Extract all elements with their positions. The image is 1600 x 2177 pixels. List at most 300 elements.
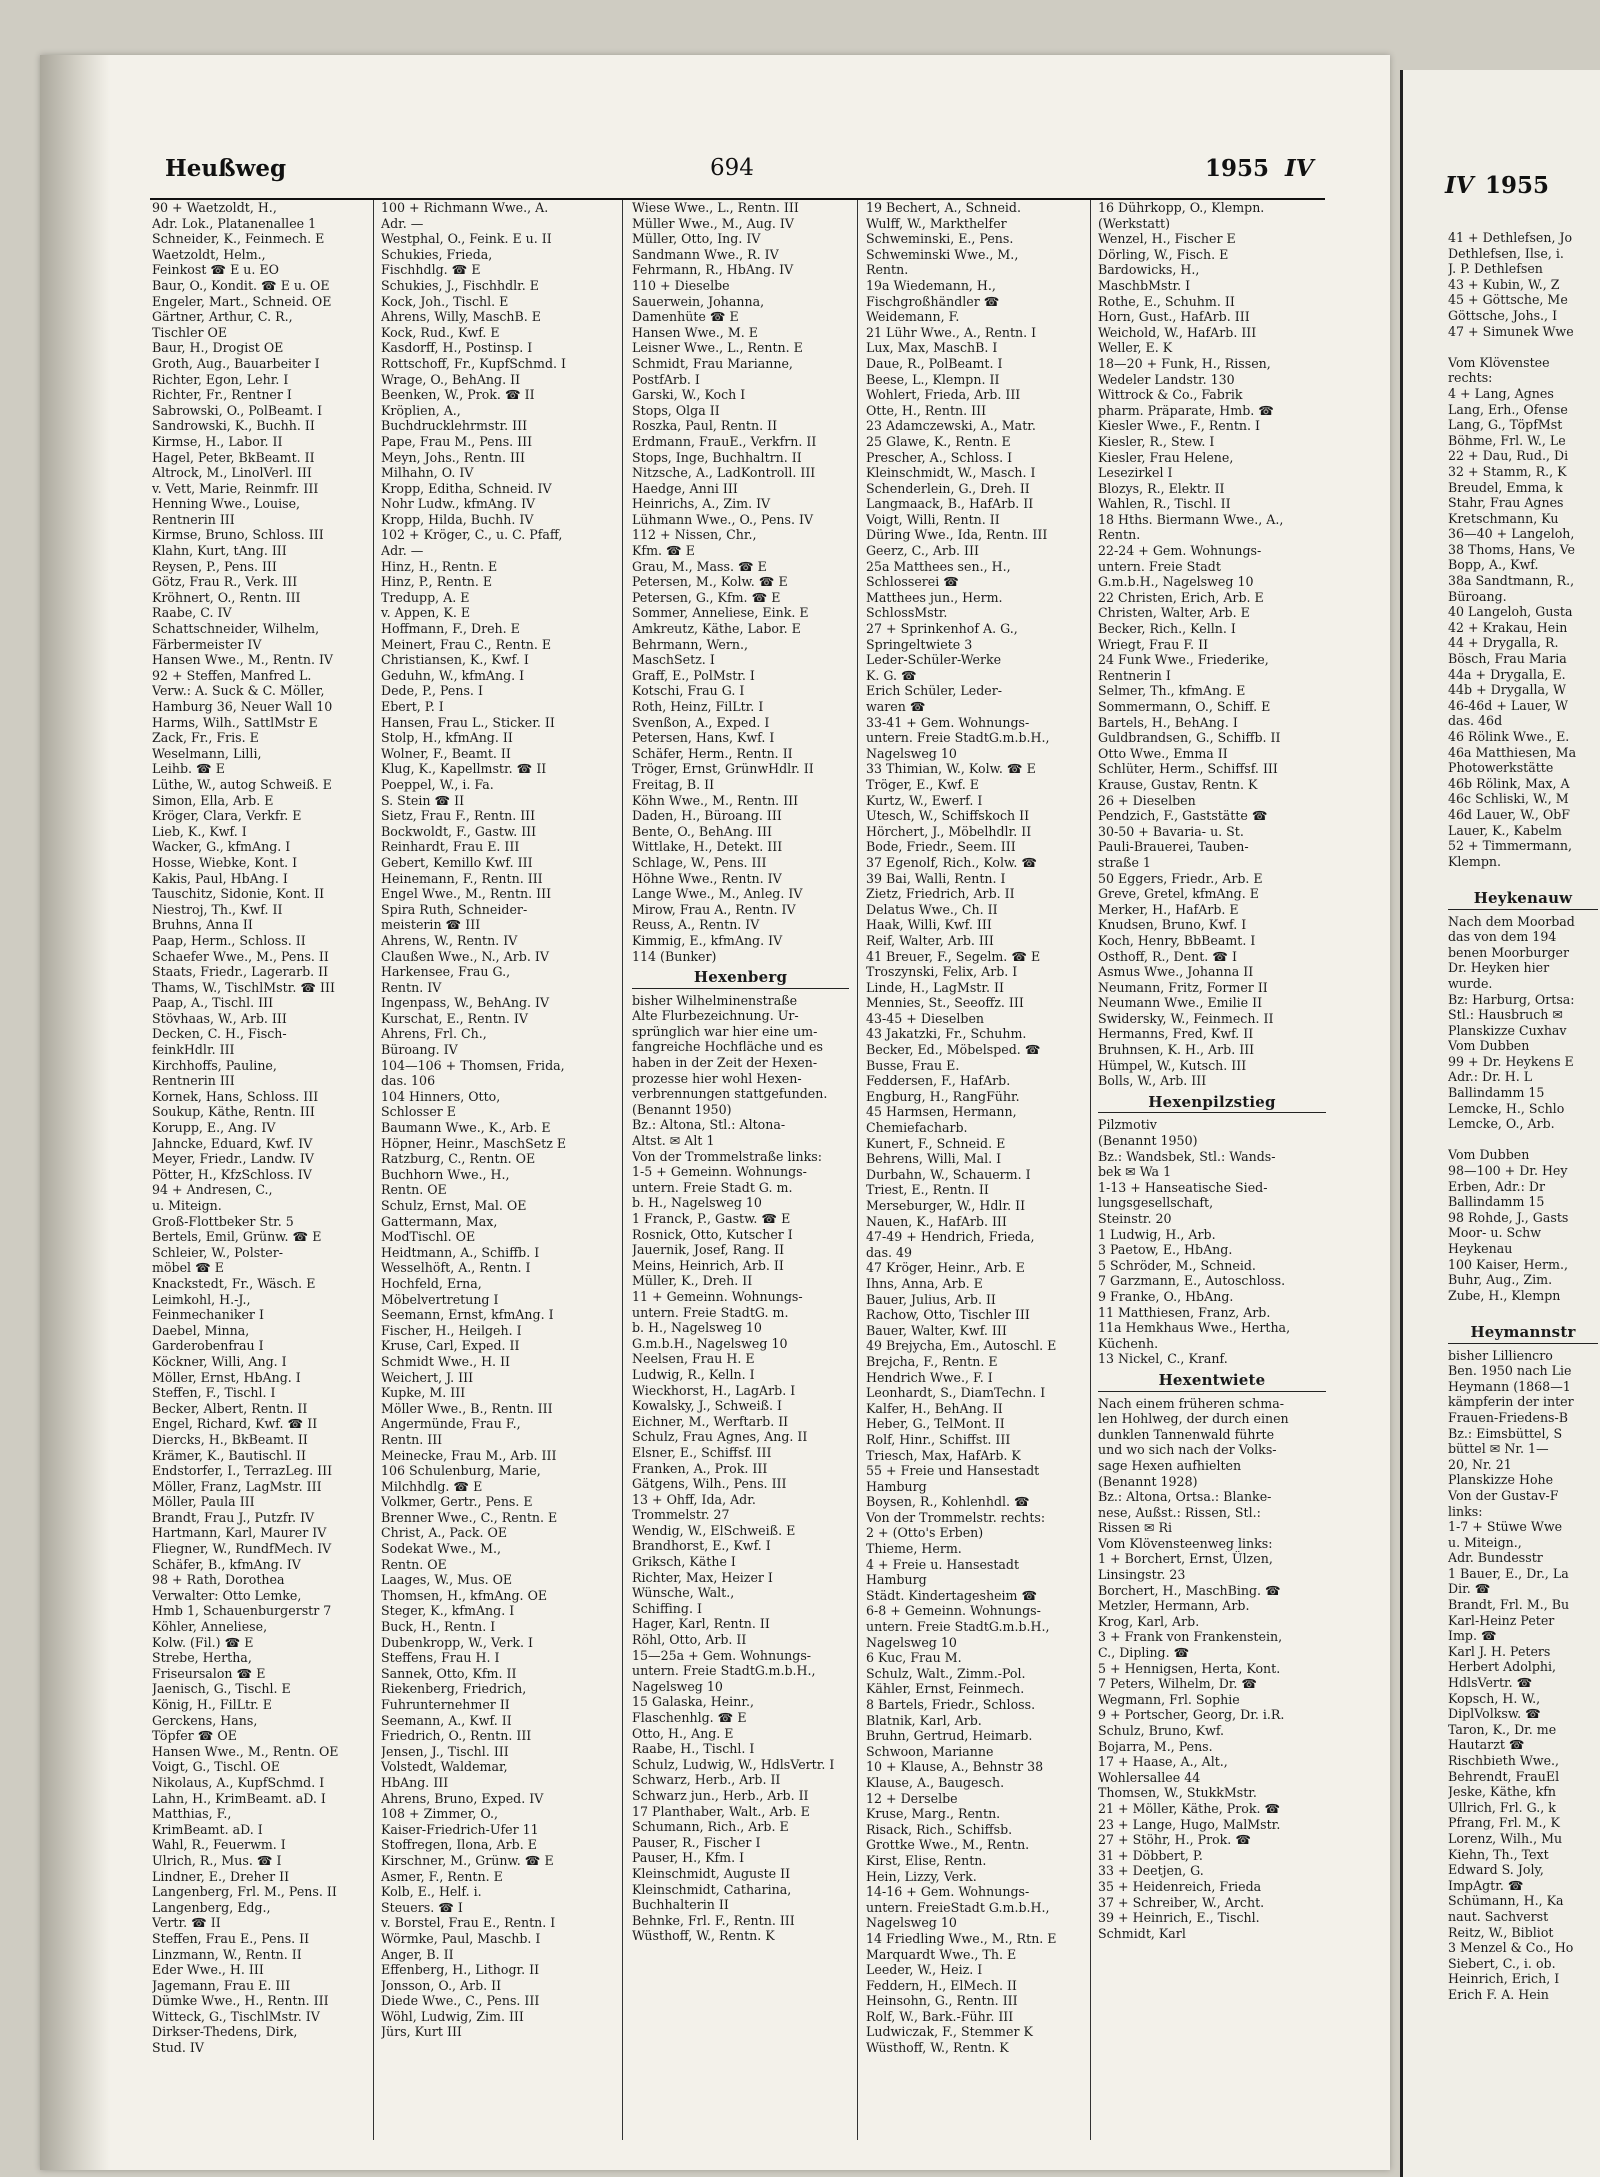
directory-entry: 22 + Dau, Rud., Di — [1448, 448, 1569, 464]
directory-entry: 18—20 + Funk, H., Rissen, — [1098, 355, 1271, 371]
directory-entry: feinkHdlr. III — [152, 1042, 235, 1058]
directory-entry: Meins, Heinrich, Arb. II — [632, 1257, 784, 1273]
directory-entry: 42 + Krakau, Hein — [1448, 619, 1568, 635]
directory-entry: Geduhn, W., kfmAng. I — [381, 667, 525, 683]
directory-entry: KrimBeamt. aD. I — [152, 1821, 263, 1837]
directory-entry: Heidtmann, A., Schiffb. I — [381, 1244, 540, 1260]
directory-entry: 45 Harmsen, Hermann, — [866, 1104, 1017, 1120]
directory-entry: Kalfer, H., BehAng. II — [866, 1400, 1003, 1416]
directory-entry: büttel ✉ Nr. 1— — [1448, 1441, 1549, 1457]
directory-entry: 1 Franck, P., Gastw. ☎ E — [632, 1211, 791, 1226]
directory-entry: Triesch, Max, HafArb. K — [866, 1447, 1021, 1463]
directory-entry: Kasdorff, H., Postinsp. I — [381, 340, 533, 356]
directory-entry: 46d Lauer, W., ObF — [1448, 806, 1571, 822]
directory-entry: 13 + Ohff, Ida, Adr. — [632, 1491, 756, 1507]
directory-entry: Jaenisch, G., Tischl. E — [152, 1681, 291, 1697]
directory-entry: Merseburger, W., Hdlr. II — [866, 1198, 1026, 1213]
directory-entry: 30-50 + Bavaria- u. St. — [1098, 823, 1244, 839]
directory-entry: Rottschoff, Fr., KupfSchmd. I — [381, 355, 567, 371]
directory-entry: Gätgens, Wilh., Pens. III — [632, 1476, 787, 1492]
directory-entry: Jonsson, O., Arb. II — [381, 1977, 502, 1993]
directory-entry: Haak, Willi, Kwf. III — [866, 917, 992, 933]
directory-entry: 1-7 + Stüwe Wwe — [1448, 1519, 1563, 1535]
directory-entry: Stolp, H., kfmAng. II — [381, 730, 513, 746]
directory-entry: Färbermeister IV — [152, 636, 262, 652]
directory-entry: 41 + Dethlefsen, Jo — [1448, 230, 1573, 245]
directory-entry: Zube, H., Klempn — [1448, 1287, 1561, 1303]
directory-entry: Wenzel, H., Fischer E — [1098, 231, 1236, 247]
directory-entry: 49 Brejycha, Em., Autoschl. E — [866, 1338, 1057, 1354]
directory-entry: Von der Trommelstr. rechts: — [866, 1509, 1046, 1525]
directory-entry: Zack, Fr., Fris. E — [152, 730, 259, 746]
directory-entry: Hosse, Wiebke, Kont. I — [152, 854, 298, 870]
directory-entry: Brandt, Frl. M., Bu — [1448, 1597, 1570, 1613]
directory-entry — [1448, 1132, 1598, 1148]
directory-entry: Reysen, P., Pens. III — [152, 558, 277, 574]
directory-entry: Hamburg 36, Neuer Wall 10 — [152, 699, 333, 714]
directory-entry: PostfArb. I — [632, 371, 700, 387]
directory-entry: Laages, W., Mus. OE — [381, 1572, 513, 1588]
directory-entry: Becker, Ed., Möbelsped. ☎ — [866, 1042, 1041, 1058]
directory-entry: Zietz, Friedrich, Arb. II — [866, 886, 1015, 902]
directory-column-3 — [632, 200, 849, 2140]
directory-entry: Lemcke, H., Schlo — [1448, 1100, 1565, 1116]
directory-entry: 39 + Heinrich, E., Tischl. — [1098, 1910, 1260, 1926]
directory-entry: Korupp, E., Ang. IV — [152, 1120, 276, 1136]
directory-entry: Hager, Karl, Rentn. II — [632, 1616, 770, 1632]
directory-entry: Voigt, Willi, Rentn. II — [866, 511, 1000, 527]
directory-entry: Matthees jun., Herm. — [866, 589, 1003, 605]
directory-entry: Heinrichs, A., Zim. IV — [632, 496, 771, 512]
directory-entry: 1-5 + Gemeinn. Wohnungs- — [632, 1164, 807, 1180]
directory-entry: Kowalsky, J., Schweiß. I — [632, 1398, 783, 1414]
directory-entry: Müller, Otto, Ing. IV — [632, 231, 761, 247]
directory-entry: Schlosser E — [381, 1104, 456, 1120]
directory-entry: Grau, M., Mass. ☎ E — [632, 558, 767, 574]
directory-entry: Leisner Wwe., L., Rentn. E — [632, 340, 803, 356]
directory-entry: straße 1 — [1098, 854, 1151, 870]
directory-entry: Wittlake, H., Detekt. III — [632, 839, 783, 855]
directory-entry: Graff, E., PolMstr. I — [632, 667, 755, 683]
directory-entry: Gärtner, Arthur, C. R., — [152, 309, 293, 325]
directory-entry: Heykenau — [1448, 1241, 1513, 1256]
directory-entry: Dr. Heyken hier — [1448, 960, 1550, 976]
directory-entry: Linde, H., LagMstr. II — [866, 979, 1004, 995]
directory-entry: Köhler, Anneliese, — [152, 1619, 268, 1635]
directory-entry: Dörling, W., Fisch. E — [1098, 246, 1229, 262]
facing-page-volume: IV — [1445, 172, 1474, 199]
directory-entry: Jürs, Kurt III — [381, 2024, 462, 2040]
directory-entry: Pötter, H., KfzSchloss. IV — [152, 1166, 312, 1182]
directory-entry: Wöhl, Ludwig, Zim. III — [381, 2008, 524, 2024]
directory-entry: 9 Franke, O., HbAng. — [1098, 1288, 1234, 1304]
directory-entry: Dethlefsen, Ilse, i. — [1448, 245, 1564, 261]
directory-entry: Kirst, Elise, Rentn. — [866, 1852, 987, 1868]
directory-entry: Altrock, M., LinolVerl. III — [152, 465, 312, 481]
directory-entry: Sandmann Wwe., R. IV — [632, 246, 779, 262]
directory-entry: 43 + Kubin, W., Z — [1448, 276, 1560, 292]
directory-entry: Linsingstr. 23 — [1098, 1567, 1186, 1583]
directory-entry: und wo sich nach der Volks- — [1098, 1442, 1277, 1458]
directory-entry: Asmus Wwe., Johanna II — [1098, 964, 1254, 980]
directory-entry: Hochfeld, Erna, — [381, 1275, 482, 1291]
directory-entry: Verwalter: Otto Lemke, — [152, 1587, 302, 1603]
directory-entry: Kruse, Carl, Exped. II — [381, 1338, 520, 1354]
directory-entry: Schattschneider, Wilhelm, — [152, 621, 320, 637]
directory-entry: Leihb. ☎ E — [152, 761, 225, 777]
directory-entry: Schwarz jun., Herb., Arb. II — [632, 1787, 809, 1803]
directory-entry: Otte, H., Rentn. III — [866, 402, 987, 418]
directory-entry: 100 Kaiser, Herm., — [1448, 1256, 1568, 1272]
directory-entry: Erben, Adr.: Dr — [1448, 1178, 1546, 1194]
directory-entry: Schumann, Rich., Arb. E — [632, 1819, 789, 1835]
directory-entry: Blozys, R., Elektr. II — [1098, 480, 1225, 496]
directory-entry: Petersen, Hans, Kwf. I — [632, 730, 775, 746]
directory-entry: 45 + Göttsche, Me — [1448, 292, 1568, 308]
directory-entry: Stud. IV — [152, 2040, 204, 2056]
directory-entry: Kruse, Marg., Rentn. — [866, 1806, 1001, 1822]
directory-entry: u. Miteign. — [152, 1198, 222, 1213]
directory-entry: Tröger, E., Kwf. E — [866, 776, 979, 792]
directory-entry: 11a Hemkhaus Wwe., Hertha, — [1098, 1320, 1291, 1336]
directory-entry: Linzmann, W., Rentn. II — [152, 1946, 302, 1962]
directory-entry: Ludwiczak, F., Stemmer K — [866, 2024, 1033, 2040]
directory-entry: Schwarz, Herb., Arb. II — [632, 1772, 781, 1788]
directory-entry: Hinz, P., Rentn. E — [381, 574, 493, 590]
directory-entry: Ahrens, Frl. Ch., — [381, 1026, 487, 1042]
directory-entry: (Benannt 1928) — [1098, 1473, 1198, 1489]
directory-entry: Leimkohl, H.-J., — [152, 1291, 251, 1307]
directory-entry: Ihns, Anna, Arb. E — [866, 1275, 983, 1291]
directory-entry: Schulz, Walt., Zimm.-Pol. — [866, 1665, 1026, 1681]
directory-entry: Geerz, C., Arb. III — [866, 543, 979, 559]
directory-entry: 36—40 + Langeloh, — [1448, 526, 1575, 542]
directory-entry: Erdmann, FrauE., Verkfrn. II — [632, 433, 817, 449]
directory-entry: Reinhardt, Frau E. III — [381, 839, 520, 855]
directory-entry: 3 Paetow, E., HbAng. — [1098, 1242, 1233, 1258]
directory-entry: Hamburg — [866, 1572, 927, 1588]
directory-entry: Friedrich, O., Rentn. III — [381, 1728, 532, 1744]
directory-entry: HdlsVertr. ☎ — [1448, 1675, 1533, 1691]
directory-entry: (Benannt 1950) — [1098, 1133, 1198, 1149]
directory-entry: Kornek, Hans, Schloss. III — [152, 1088, 319, 1104]
directory-entry: Tredupp, A. E — [381, 589, 470, 605]
directory-entry: v. Vett, Marie, Reinmfr. III — [152, 480, 319, 496]
directory-entry: Koch, Henry, BbBeamt. I — [1098, 932, 1256, 948]
directory-entry: Kirmse, Bruno, Schloss. III — [152, 527, 324, 543]
directory-entry: Rentn. OE — [381, 1556, 447, 1572]
directory-entry: 47 Kröger, Heinr., Arb. E — [866, 1260, 1025, 1276]
directory-entry: Gattermann, Max, — [381, 1213, 498, 1229]
directory-entry: Möller, Paula III — [152, 1494, 255, 1510]
directory-entry: 99 + Dr. Heykens E — [1448, 1053, 1574, 1069]
directory-entry: Adr. Bundesstr — [1448, 1550, 1543, 1566]
directory-entry: 24 Funk Wwe., Friederike, — [1098, 652, 1269, 668]
directory-entry: Dir. ☎ — [1448, 1581, 1491, 1597]
directory-entry: Dede, P., Pens. I — [381, 683, 483, 699]
directory-entry: naut. Sachverst — [1448, 1908, 1549, 1924]
directory-entry: Kleinschmidt, Auguste II — [632, 1865, 791, 1881]
column-divider — [1090, 200, 1091, 2140]
directory-entry: sage Hexen aufhielten — [1098, 1457, 1242, 1473]
street-heading: Heymannstr — [1448, 1325, 1598, 1344]
directory-entry: Christen, Walter, Arb. E — [1098, 605, 1250, 621]
directory-entry: DiplVolksw. ☎ — [1448, 1706, 1541, 1722]
directory-entry: Groß-Flottbeker Str. 5 — [152, 1213, 294, 1229]
directory-entry: Breudel, Emma, k — [1448, 479, 1563, 495]
directory-entry: untern. Freie StadtG. m. — [632, 1304, 789, 1320]
directory-entry: das. 49 — [866, 1244, 913, 1260]
directory-entry: untern. Freie StadtG.m.b.H., — [866, 730, 1050, 746]
directory-entry: Vom Klövensteenweg links: — [1098, 1535, 1273, 1551]
directory-entry: Friseursalon ☎ E — [152, 1665, 266, 1681]
directory-entry: Steinstr. 20 — [1098, 1211, 1172, 1226]
directory-entry: 25a Matthees sen., H., — [866, 558, 1011, 574]
directory-entry: Bartels, H., BehAng. I — [1098, 714, 1238, 730]
directory-entry: Nikolaus, A., KupfSchmd. I — [152, 1774, 325, 1790]
directory-entry: Thams, W., TischlMstr. ☎ III — [152, 979, 335, 995]
directory-entry: Müller Wwe., M., Aug. IV — [632, 215, 794, 231]
directory-entry: Bopp, A., Kwf. — [1448, 557, 1539, 573]
directory-entry: Hansen Wwe., M., Rentn. IV — [152, 652, 334, 668]
directory-entry: 6 Kuc, Frau M. — [866, 1650, 962, 1666]
directory-entry: das von dem 194 — [1448, 929, 1557, 945]
directory-entry: Kröger, Clara, Verkfr. E — [152, 808, 302, 824]
directory-entry: 32 + Stamm, R., K — [1448, 463, 1567, 479]
directory-entry: Kirmse, H., Labor. II — [152, 433, 283, 449]
directory-entry: Weller, E. K — [1098, 340, 1173, 356]
directory-entry: Sommermann, O., Schiff. E — [1098, 699, 1271, 714]
directory-entry: G.m.b.H., Nagelsweg 10 — [632, 1335, 788, 1351]
directory-entry: 19a Wiedemann, H., — [866, 277, 996, 293]
directory-entry: Tischler OE — [152, 324, 228, 340]
directory-entry: Köhn Wwe., M., Rentn. III — [632, 792, 799, 808]
directory-entry: 39 Bai, Walli, Rentn. I — [866, 870, 1006, 886]
directory-entry: Schaefer Wwe., M., Pens. II — [152, 948, 329, 964]
directory-entry: 46-46d + Lauer, W — [1448, 697, 1568, 713]
directory-entry: 98—100 + Dr. Hey — [1448, 1163, 1568, 1179]
directory-entry: 11 Matthiesen, Franz, Arb. — [1098, 1304, 1271, 1320]
directory-entry: Adr.: Dr. H. L — [1448, 1069, 1533, 1085]
directory-entry: Bode, Friedr., Seem. III — [866, 839, 1016, 855]
directory-entry: Voigt, G., Tischl. OE — [152, 1759, 280, 1775]
directory-entry: Kröhnert, O., Rentn. III — [152, 589, 301, 605]
directory-entry: bisher Wilhelminenstraße — [632, 992, 798, 1008]
directory-entry — [1448, 339, 1598, 355]
directory-entry: Hendrich Wwe., F. I — [866, 1369, 993, 1385]
directory-entry: 100 + Richmann Wwe., A. — [381, 200, 549, 215]
directory-entry: Effenberg, H., Lithogr. II — [381, 1962, 540, 1978]
directory-entry: Sommer, Anneliese, Eink. E — [632, 605, 809, 621]
directory-entry: Wörmke, Paul, Maschb. I — [381, 1930, 541, 1946]
directory-entry: Bolls, W., Arb. III — [1098, 1073, 1207, 1089]
heading-rule — [1098, 1391, 1326, 1392]
directory-entry: Schlosserei ☎ — [866, 574, 959, 590]
directory-entry: Kurschat, E., Rentn. IV — [381, 1010, 528, 1026]
directory-entry: 14 Friedling Wwe., M., Rtn. E — [866, 1930, 1057, 1946]
directory-entry: 14-16 + Gem. Wohnungs- — [866, 1884, 1030, 1900]
directory-entry: Osthoff, R., Dent. ☎ I — [1098, 948, 1237, 964]
directory-entry: Claußen Wwe., N., Arb. IV — [381, 948, 549, 964]
directory-entry: Hagel, Peter, BkBeamt. II — [152, 449, 315, 465]
directory-entry: Feddersen, F., HafArb. — [866, 1073, 1011, 1089]
directory-entry: Steffen, F., Tischl. I — [152, 1385, 276, 1401]
directory-entry: Paap, Herm., Schloss. II — [152, 932, 306, 948]
directory-entry: Rentnerin III — [152, 1073, 235, 1089]
directory-entry: 8 Bartels, Friedr., Schloss. — [866, 1697, 1036, 1712]
directory-entry: Bertels, Emil, Grünw. ☎ E — [152, 1229, 322, 1245]
directory-entry: Lange Wwe., M., Anleg. IV — [632, 886, 803, 902]
directory-entry: 110 + Dieselbe — [632, 277, 730, 293]
directory-entry: Amkreutz, Käthe, Labor. E — [632, 621, 801, 637]
directory-entry: Triest, E., Rentn. II — [866, 1182, 989, 1198]
directory-entry: Stoffregen, Ilona, Arb. E — [381, 1837, 537, 1853]
directory-entry: Schulz, Frau Agnes, Ang. II — [632, 1429, 808, 1445]
directory-entry: Städt. Kindertagesheim ☎ — [866, 1587, 1038, 1603]
directory-entry: Möller, Ernst, HbAng. I — [152, 1369, 301, 1385]
directory-entry: Knudsen, Bruno, Kwf. I — [1098, 917, 1247, 933]
directory-entry: Schäfer, B., kfmAng. IV — [152, 1556, 301, 1572]
directory-entry: Richter, Max, Heizer I — [632, 1569, 773, 1585]
directory-entry: Bruhns, Anna II — [152, 917, 253, 933]
directory-entry: Rentnerin I — [1098, 667, 1171, 683]
directory-entry: Photowerkstätte — [1448, 760, 1554, 776]
directory-entry: Kimmig, E., kfmAng. IV — [632, 932, 783, 948]
directory-entry: Brejcha, F., Rentn. E — [866, 1353, 998, 1369]
directory-entry: Schweminski, E., Pens. — [866, 231, 1014, 247]
directory-entry: Planskizze Cuxhav — [1448, 1022, 1567, 1038]
directory-entry: Wriegt, Frau F. II — [1098, 636, 1209, 652]
directory-entry: Kunert, F., Schneid. E — [866, 1135, 1006, 1151]
directory-entry: Bente, O., BehAng. III — [632, 823, 772, 839]
directory-entry: Garderobenfrau I — [152, 1338, 264, 1354]
directory-entry: 2 + (Otto's Erben) — [866, 1525, 984, 1541]
directory-entry: 47-49 + Hendrich, Frieda, — [866, 1229, 1035, 1245]
directory-entry: Buchhorn Wwe., H., — [381, 1166, 510, 1182]
directory-entry: Wüsthoff, W., Rentn. K — [866, 2040, 1009, 2056]
directory-entry: Nauen, K., HafArb. III — [866, 1213, 1007, 1229]
directory-entry: Wiese Wwe., L., Rentn. III — [632, 200, 799, 215]
directory-entry: Wünsche, Walt., — [632, 1585, 735, 1601]
directory-entry: Höpner, Heinr., MaschSetz E — [381, 1135, 567, 1151]
directory-entry: 31 + Döbbert, P. — [1098, 1847, 1203, 1863]
directory-entry: Kock, Rud., Kwf. E — [381, 324, 500, 340]
directory-entry: kämpferin der inter — [1448, 1394, 1574, 1410]
directory-entry: Büroang. — [1448, 588, 1507, 604]
directory-entry: 25 Glawe, K., Rentn. E — [866, 433, 1011, 449]
directory-entry: G.m.b.H., Nagelsweg 10 — [1098, 574, 1254, 590]
directory-entry: Risack, Rich., Schiffsb. — [866, 1821, 1013, 1837]
street-heading: Hexentwiete — [1098, 1373, 1326, 1392]
directory-entry: Haedge, Anni III — [632, 480, 738, 496]
directory-entry: Soukup, Käthe, Rentn. III — [152, 1104, 315, 1120]
directory-entry: 1 + Borchert, Ernst, Ülzen, — [1098, 1551, 1273, 1567]
directory-entry: Vertr. ☎ II — [152, 1915, 221, 1931]
directory-entry: 98 Rohde, J., Gasts — [1448, 1209, 1569, 1225]
directory-entry: Pauli-Brauerei, Tauben- — [1098, 839, 1249, 855]
directory-entry: 46b Rölink, Max, A — [1448, 775, 1570, 791]
directory-entry: Stl.: Hausbruch ✉ — [1448, 1007, 1563, 1023]
directory-entry: Elsner, E., Schiffsf. III — [632, 1444, 772, 1460]
directory-entry: Schenderlein, G., Dreh. II — [866, 480, 1030, 496]
directory-entry: S. Stein ☎ II — [381, 792, 465, 808]
directory-entry: Schulz, Ludwig, W., HdlsVertr. I — [632, 1756, 835, 1772]
heading-rule — [1448, 909, 1598, 910]
directory-entry: Schulz, Ernst, Mal. OE — [381, 1198, 527, 1213]
directory-entry: 15 Galaska, Heinr., — [632, 1694, 754, 1710]
directory-entry: Riekenberg, Friedrich, — [381, 1681, 527, 1697]
directory-entry: Svenßon, A., Exped. I — [632, 714, 770, 730]
directory-entry: Prescher, A., Schloss. I — [866, 449, 1013, 465]
directory-entry: Wittrock & Co., Fabrik — [1098, 387, 1243, 403]
directory-entry: Poeppel, W., i. Fa. — [381, 776, 494, 792]
directory-entry: Stops, Olga II — [632, 402, 720, 418]
directory-entry: J. P. Dethlefsen — [1448, 261, 1543, 277]
directory-entry: Kopsch, H. W., — [1448, 1690, 1541, 1706]
directory-entry: Lüthe, W., autog Schweiß. E — [152, 776, 332, 792]
directory-entry: untern. FreieStadt G.m.b.H., — [866, 1899, 1050, 1915]
directory-entry: Heymann (1868—1 — [1448, 1378, 1571, 1394]
directory-entry: 44 + Drygalla, R. — [1448, 635, 1559, 651]
directory-entry: Pauser, R., Fischer I — [632, 1834, 761, 1850]
directory-entry: Fehrmann, R., HbAng. IV — [632, 262, 794, 278]
directory-entry: Adr. — — [381, 215, 424, 231]
directory-entry: Volstedt, Waldemar, — [381, 1759, 508, 1775]
directory-entry: Ingenpass, W., BehAng. IV — [381, 995, 550, 1011]
directory-entry: Kiesler Wwe., F., Rentn. I — [1098, 418, 1261, 434]
directory-entry: Vom Dubben — [1448, 1147, 1530, 1163]
directory-entry: Ben. 1950 nach Lie — [1448, 1363, 1572, 1379]
directory-entry: Sodekat Wwe., M., — [381, 1541, 502, 1557]
directory-entry — [1448, 1303, 1598, 1319]
directory-entry: Engel, Richard, Kwf. ☎ II — [152, 1416, 318, 1432]
directory-entry: Kolb, E., Helf. i. — [381, 1884, 482, 1900]
directory-entry: 1 Ludwig, H., Arb. — [1098, 1226, 1216, 1242]
directory-entry: Büroang. IV — [381, 1042, 458, 1058]
directory-entry: 1 Bauer, E., Dr., La — [1448, 1565, 1569, 1581]
directory-entry: Nohr Ludw., kfmAng. IV — [381, 496, 536, 512]
directory-entry: 16 Dührkopp, O., Klempn. — [1098, 200, 1265, 215]
directory-entry: Behrendt, FrauEl — [1448, 1768, 1560, 1784]
directory-entry: Raabe, C. IV — [152, 605, 232, 621]
directory-entry: Nagelsweg 10 — [866, 1634, 957, 1650]
directory-entry: Lang, G., TöpfMst — [1448, 417, 1563, 433]
directory-entry: Hinz, H., Rentn. E — [381, 558, 498, 574]
directory-entry: Staats, Friedr., Lagerarb. II — [152, 964, 329, 980]
directory-entry: Klahn, Kurt, tAng. III — [152, 543, 287, 559]
directory-entry: 47 + Simunek Wwe — [1448, 323, 1574, 339]
facing-page-year: 1955 — [1485, 172, 1550, 199]
directory-entry: Fischer, H., Heilgeh. I — [381, 1322, 522, 1338]
directory-entry: Klause, A., Baugesch. — [866, 1774, 1005, 1790]
directory-entry: 43 Jakatzki, Fr., Schuhm. — [866, 1026, 1027, 1042]
directory-entry: Bz.: Eimsbüttel, S — [1448, 1425, 1563, 1441]
directory-entry: Kolw. (Fil.) ☎ E — [152, 1634, 254, 1650]
directory-entry: Imp. ☎ — [1448, 1628, 1497, 1644]
column-divider — [373, 200, 374, 2140]
directory-entry: das. 106 — [381, 1073, 436, 1089]
directory-entry: Weichert, J. III — [381, 1369, 474, 1385]
directory-entry: Meinert, Frau C., Rentn. E — [381, 636, 552, 652]
directory-entry: Delatus Wwe., Ch. II — [866, 901, 998, 917]
directory-entry: Flaschenhlg. ☎ E — [632, 1710, 747, 1725]
directory-entry: untern. Freie Stadt — [1098, 558, 1221, 574]
page-year: 1955 — [1205, 155, 1270, 182]
directory-entry: Wegmann, Frl. Sophie — [1098, 1691, 1240, 1707]
directory-entry: Vom Dubben — [1448, 1038, 1530, 1054]
directory-entry: Langmaack, B., HafArb. II — [866, 496, 1034, 512]
directory-entry: Krause, Gustav, Rentn. K — [1098, 776, 1258, 792]
